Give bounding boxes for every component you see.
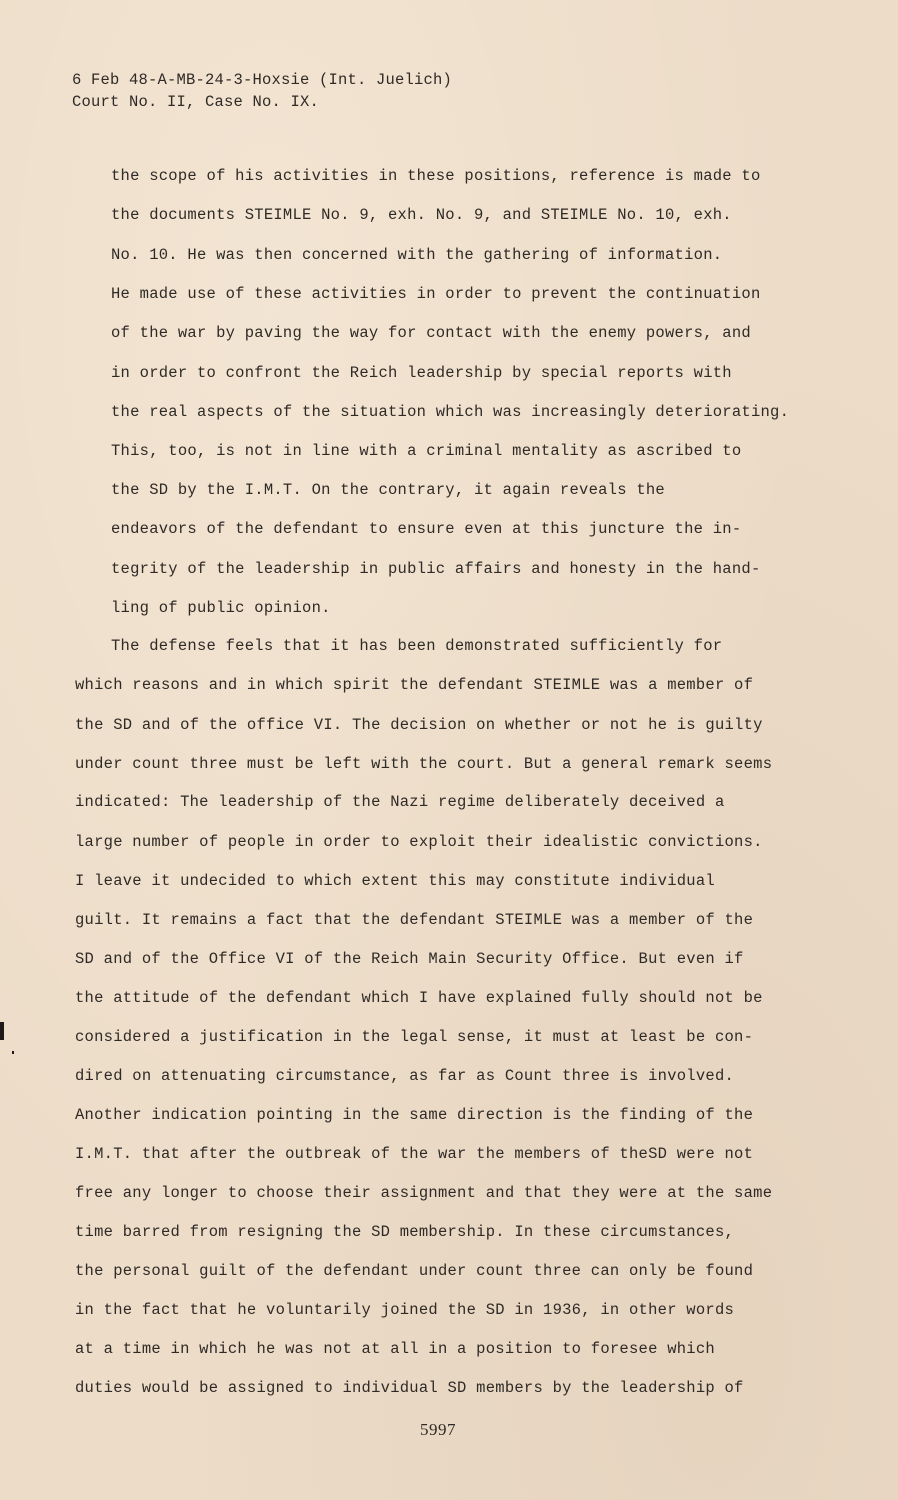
- text-line: of the war by paving the way for contact with the enemy powers, and: [111, 324, 751, 342]
- text-line: He made use of these activities in order to prevent the continuation: [111, 285, 761, 303]
- text-line: the personal guilt of the defendant under count three can only be found: [75, 1262, 754, 1280]
- header-reference-line: 6 Feb 48-A-MB-24-3-Hoxsie (Int. Juelich): [72, 71, 453, 89]
- text-line: The defense feels that it has been demonstrated sufficiently for: [111, 637, 723, 655]
- text-line: large number of people in order to exploit their idealistic convictions.: [75, 833, 763, 851]
- text-line: the SD and of the office VI. The decision on whether or not he is guilty: [75, 716, 763, 734]
- text-line: in the fact that he voluntarily joined the SD in 1936, in other words: [75, 1301, 735, 1319]
- margin-ink-mark: [0, 1022, 4, 1040]
- text-line: ling of public opinion.: [111, 599, 331, 617]
- text-line: at a time in which he was not at all in a position to foresee which: [75, 1340, 715, 1358]
- margin-ink-dot: [12, 1051, 14, 1054]
- text-line: tegrity of the leadership in public affairs and honesty in the hand-: [111, 560, 761, 578]
- text-line: No. 10. He was then concerned with the gathering of information.: [111, 246, 723, 264]
- document-header: [72, 69, 452, 113]
- text-line: dired on attenuating circumstance, as far as Count three is involved.: [75, 1067, 735, 1085]
- text-line: endeavors of the defendant to ensure even at this juncture the in-: [111, 520, 742, 538]
- text-line: This, too, is not in line with a criminal mentality as ascribed to: [111, 442, 742, 460]
- text-line: the attitude of the defendant which I have explained fully should not be: [75, 989, 763, 1007]
- text-line: under count three must be left with the court. But a general remark seems: [75, 755, 773, 773]
- text-line: guilt. It remains a fact that the defendant STEIMLE was a member of the: [75, 911, 754, 929]
- text-line: the scope of his activities in these positions, reference is made to: [111, 167, 761, 185]
- text-line: the SD by the I.M.T. On the contrary, it again reveals the: [111, 481, 665, 499]
- text-line: I leave it undecided to which extent this may constitute individual: [75, 872, 715, 890]
- text-line: which reasons and in which spirit the defendant STEIMLE was a member of: [75, 676, 754, 694]
- text-line: SD and of the Office VI of the Reich Main Security Office. But even if: [75, 950, 744, 968]
- text-line: the documents STEIMLE No. 9, exh. No. 9, and STEIMLE No. 10, exh.: [111, 206, 732, 224]
- page-number: 5997: [420, 1420, 456, 1439]
- text-line: indicated: The leadership of the Nazi regime deliberately deceived a: [75, 793, 725, 811]
- header-court-line: Court No. II, Case No. IX.: [72, 93, 320, 111]
- text-line: the real aspects of the situation which was increasingly deteriorating.: [111, 403, 790, 421]
- text-line: in order to confront the Reich leadership by special reports with: [111, 364, 732, 382]
- text-line: free any longer to choose their assignment and that they were at the same: [75, 1184, 773, 1202]
- text-line: considered a justification in the legal sense, it must at least be con-: [75, 1028, 754, 1046]
- text-line: duties would be assigned to individual SD members by the leadership of: [75, 1379, 744, 1397]
- text-line: time barred from resigning the SD membership. In these circumstances,: [75, 1223, 735, 1241]
- text-line: I.M.T. that after the outbreak of the war the members of theSD were not: [75, 1145, 754, 1163]
- text-line: Another indication pointing in the same direction is the finding of the: [75, 1106, 754, 1124]
